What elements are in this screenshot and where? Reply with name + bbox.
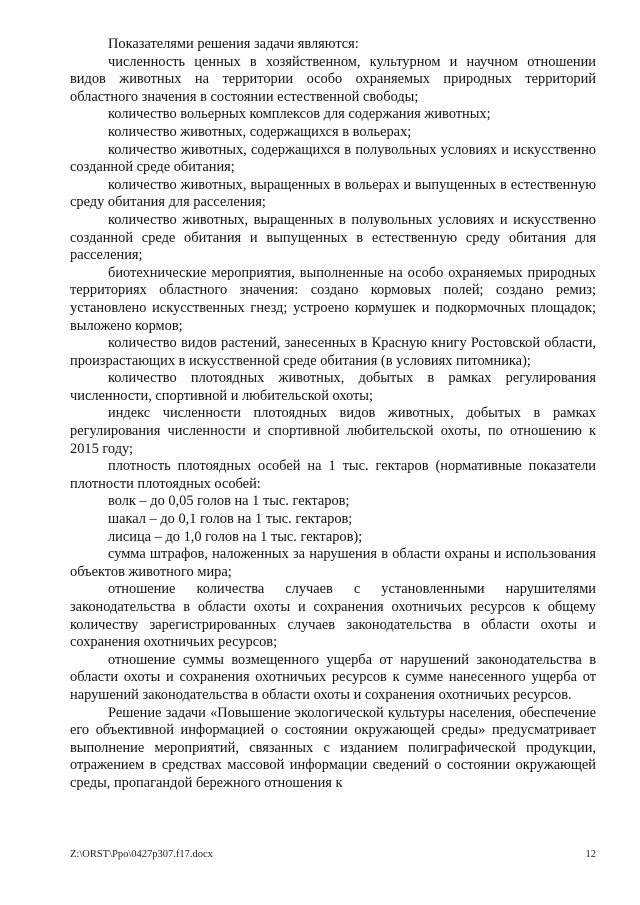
paragraph: количество животных, содержащихся в вольерах;	[108, 123, 412, 140]
paragraph: количество видов растений, занесенных в Красную книгу Ростовской области, произрастающих в искусственной среде обитания (в условиях питомника);	[70, 335, 596, 369]
paragraph: Показателями решения задачи являются:	[108, 36, 359, 52]
paragraph: плотность плотоядных особей на 1 тыс. гектаров (нормативные показатели плотности плотоядных особей:	[70, 458, 596, 492]
paragraph: лисица – до 1,0 голов на 1 тыс. гектаров);	[108, 528, 363, 545]
paragraph: численность ценных в хозяйственном, культурном и научном отношении видов животных на территории особо охраняемых природных территорий областного значения в состоянии естественной свободы;	[70, 53, 596, 105]
paragraph: количество животных, выращенных в полувольных условиях и искусственно созданной среде обитания и выпущенных в естественную среду обитания для расселения;	[70, 211, 596, 264]
paragraph: Решение задачи «Повышение экологической культуры населения, обеспечение его объективной информацией о состоянии окружающей среды» предусматривает выполнение мероприятий, связанных с изданием полиграфической продукции, отражением в средствах массовой информации сведений о состоянии окружающей среды, пропагандой бережного отношения к	[70, 704, 596, 791]
paragraph: шакал – до 0,1 голов на 1 тыс. гектаров;	[108, 511, 353, 528]
paragraph: количество животных, содержащихся в полувольных условиях и искусственно созданной среде обитания;	[70, 141, 596, 176]
paragraph: количество животных, выращенных в вольерах и выпущенных в естественную среду обитания для расселения;	[70, 176, 596, 211]
page-number: 12	[585, 849, 596, 860]
paragraph: индекс численности плотоядных видов животных, добытых в рамках регулирования численности и спортивной любительской охоты, по отношению к 2015 году;	[70, 405, 596, 457]
paragraph: отношение суммы возмещенного ущерба от нарушений законодательства в области охоты и сохранения охотничьих ресурсов к сумме нанесенного ущерба от нарушений законодательства в области охоты и сохранения охотничьих ресурсов.	[70, 651, 596, 703]
paragraph: волк – до 0,05 голов на 1 тыс. гектаров;	[108, 493, 350, 510]
footer-file-path: Z:\ORST\Ppo\0427p307.f17.docx	[70, 849, 213, 860]
paragraph: сумма штрафов, наложенных за нарушения в области охраны и использования объектов животного мира;	[70, 546, 596, 580]
paragraph: биотехнические мероприятия, выполненные на особо охраняемых природных территориях областного значения: создано кормовых полей; создано ремиз; установлено искусственных гнезд; устроено кормушек и подкормочных площадок; выложено кормов;	[70, 264, 596, 334]
document-body	[70, 36, 596, 793]
paragraph: отношение количества случаев с установленными нарушителями законодательства в области охоты и сохранения охотничьих ресурсов к общему количеству зарегистрированных случаев законодательства в области охоты и сохранения охотничьих ресурсов;	[70, 581, 596, 651]
paragraph: количество вольерных комплексов для содержания животных;	[108, 106, 491, 123]
paragraph: количество плотоядных животных, добытых в рамках регулирования численности, спортивной и любительской охоты;	[70, 370, 596, 404]
